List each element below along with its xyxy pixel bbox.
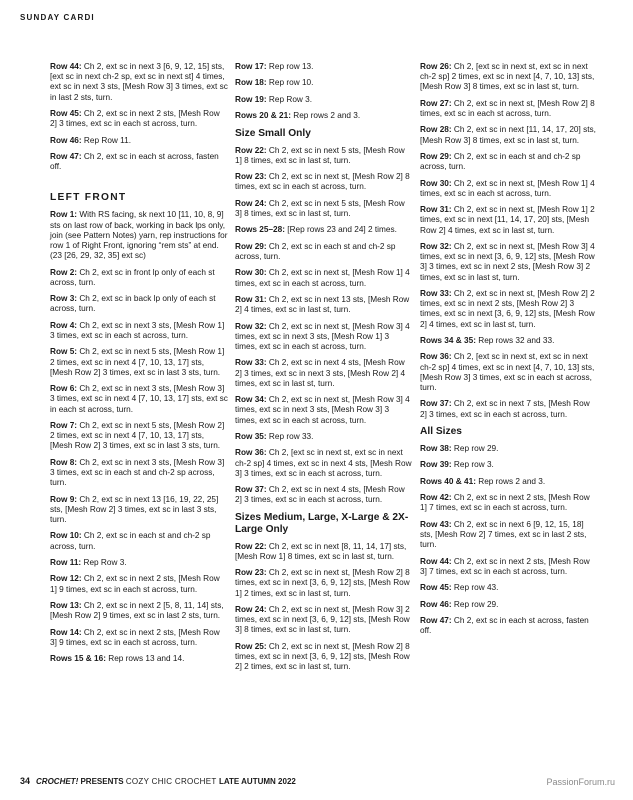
row-label: Row 5:	[50, 347, 78, 357]
pattern-row	[420, 125, 598, 145]
row-label: Row 32:	[420, 241, 452, 251]
row-instructions: Ch 2, ext sc in each st and ch-2 sp across, turn.	[420, 151, 581, 172]
row-label: Row 31:	[420, 205, 452, 215]
pattern-row	[235, 95, 413, 105]
watermark: PassionForum.ru	[546, 777, 615, 787]
pattern-row	[50, 531, 228, 551]
row-instructions: Ch 2, ext sc in next 13 sts, [Mesh Row 2] 4 times, ext sc in last st, turn.	[235, 294, 410, 315]
row-label: Row 45:	[50, 109, 82, 118]
row-instructions: Ch 2, ext sc in next 2 sts, [Mesh Row 2] 3 times, ext sc in each st across, turn.	[50, 109, 220, 129]
row-label: Row 23:	[235, 568, 267, 578]
row-instructions: Ch 2, ext sc in each st and ch-2 sp across, turn.	[50, 531, 211, 551]
row-instructions: [Rep rows 23 and 24] 2 times.	[284, 225, 397, 235]
pattern-row	[235, 78, 413, 88]
pattern-row	[420, 242, 598, 283]
section-heading: All Sizes	[420, 425, 462, 437]
pattern-row	[420, 520, 598, 551]
row-label: Row 9:	[50, 494, 78, 504]
row-label: Row 24:	[235, 198, 267, 208]
row-instructions: With RS facing, sk next 10 [11, 10, 8, 9] sts on last row of back, working in back lps only, join (see Pattern Notes) yarn, rep instructions for row 1 of Right Front, ignoring “rem sts” at end. (23 [26, 29, 32, 35] ext sc)	[50, 210, 228, 261]
row-instructions: Ch 2, ext sc in next 5 sts, [Mesh Row 2] 2 times, ext sc in next 4 [7, 10, 13, 17] sts, [Mesh Row 2] 3 times, ext sc in last 3 sts, turn.	[50, 420, 225, 451]
row-label: Row 42:	[420, 493, 452, 503]
running-header: SUNDAY CARDI	[20, 13, 95, 22]
pattern-row	[50, 384, 228, 415]
row-label: Row 28:	[420, 125, 452, 135]
row-instructions: Ch 2, ext sc in next 4 sts, [Mesh Row 2] 3 times, ext sc in next 3 sts, [Mesh Row 2] 4 times, ext sc in last st, turn.	[235, 358, 406, 388]
pattern-row	[235, 605, 413, 636]
row-instructions: Ch 2, ext sc in next 3 [6, 9, 12, 15] sts, [ext sc in next ch-2 sp, ext sc in next st] 4 times, ext sc in next 3 sts, [Mesh Row 3] 3 times, ext sc in last 2 sts, turn.	[50, 62, 228, 102]
row-label: Row 45:	[420, 583, 452, 593]
pattern-row	[235, 225, 413, 235]
row-label: Row 36:	[420, 352, 452, 362]
footer-issue: LATE AUTUMN 2022	[218, 777, 296, 786]
row-instructions: Ch 2, ext sc in next 5 sts, [Mesh Row 1] 2 times, ext sc in next 4 [7, 10, 13, 17] sts, [Mesh Row 2] 3 times, ext sc in last 3 sts, turn.	[50, 347, 225, 377]
pattern-row	[50, 558, 228, 568]
row-instructions: Ch 2, ext sc in next 3 sts, [Mesh Row 3] 3 times, ext sc in next 4 [7, 10, 13, 17] sts, ext sc in each st across, turn.	[50, 384, 228, 414]
pattern-row	[420, 99, 598, 119]
pattern-row	[235, 295, 413, 315]
row-instructions: Ch 2, ext sc in next st, [Mesh Row 1] 4 times, ext sc in each st across, turn.	[235, 268, 410, 288]
pattern-row	[420, 205, 598, 236]
pattern-row	[235, 358, 413, 389]
row-instructions: Ch 2, ext sc in next st, [Mesh Row 2] 8 times, ext sc in each st across, turn.	[420, 98, 595, 118]
row-label: Row 1:	[50, 210, 78, 220]
row-instructions: Ch 2, ext sc in next 2 sts, [Mesh Row 3] 7 times, ext sc in each st across, turn.	[420, 556, 590, 576]
row-label: Row 22:	[235, 145, 267, 155]
pattern-row	[50, 109, 228, 129]
pattern-row	[50, 152, 228, 172]
pattern-row	[235, 172, 413, 192]
row-instructions: Ch 2, ext sc in next [11, 14, 17, 20] sts, [Mesh Row 3] 8 times, ext sc in last st, turn.	[420, 125, 596, 145]
row-instructions: Ch 2, ext sc in next 3 sts, [Mesh Row 3] 3 times, ext sc in each st and ch-2 sp across, turn.	[50, 457, 225, 488]
row-label: Row 8:	[50, 457, 78, 467]
row-instructions: Ch 2, ext sc in next st, [Mesh Row 3] 4 times, ext sc in next [3, 6, 9, 12] sts, [Mesh Row 3] 3 times, ext sc in next 2 sts, [Mesh Row 3] 2 times, ext sc in last st, turn.	[420, 241, 595, 282]
row-label: Row 47:	[50, 151, 82, 161]
pattern-row	[235, 268, 413, 288]
pattern-row	[50, 62, 228, 103]
row-label: Row 39:	[420, 460, 452, 470]
pattern-row	[420, 616, 598, 636]
row-instructions: Rep rows 2 and 3.	[475, 476, 546, 486]
pattern-row	[235, 448, 413, 479]
pattern-row	[235, 432, 413, 442]
row-label: Row 36:	[235, 448, 267, 458]
footer-subtitle: COZY CHIC CROCHET	[125, 777, 219, 786]
row-instructions: Ch 2, ext sc in next st, [Mesh Row 2] 8 times, ext sc in each st across, turn.	[235, 172, 410, 192]
section-heading: Size Small Only	[235, 127, 311, 139]
pattern-row	[235, 322, 413, 353]
pattern-row	[420, 152, 598, 172]
pattern-row	[50, 210, 228, 261]
pattern-row	[235, 642, 413, 673]
row-label: Row 37:	[235, 485, 267, 495]
row-instructions: Ch 2, ext sc in back lp only of each st across, turn.	[50, 294, 216, 314]
row-instructions: Ch 2, [ext sc in next st, ext sc in next ch-2 sp] 2 times, ext sc in next [4, 7, 10, 13] sts, [Mesh Row 3] 8 times, ext sc in last st, turn.	[420, 62, 595, 92]
page-number: 34	[20, 776, 31, 786]
pattern-row	[235, 568, 413, 599]
row-label: Rows 25–28:	[235, 225, 285, 235]
pattern-row	[235, 146, 413, 166]
row-label: Row 29:	[420, 151, 452, 161]
pattern-row	[420, 444, 598, 454]
footer-presents: PRESENTS	[78, 777, 126, 786]
row-instructions: Rep row 33.	[266, 431, 314, 441]
row-instructions: Rep rows 32 and 33.	[475, 335, 555, 345]
row-label: Row 31:	[235, 294, 267, 304]
row-instructions: Ch 2, ext sc in each st across, fasten off.	[420, 615, 589, 636]
row-instructions: Ch 2, ext sc in next st, [Mesh Row 3] 4 times, ext sc in next 3 sts, [Mesh Row 3] 3 times, ext sc in each st across, turn.	[235, 395, 410, 425]
section-heading: Sizes Medium, Large, X-Large & 2X-Large Only	[235, 511, 409, 535]
row-instructions: Rep Row 3.	[266, 94, 313, 104]
row-instructions: Ch 2, ext sc in next 6 [9, 12, 15, 18] sts, [Mesh Row 2] 7 times, ext sc in last 2 sts, turn.	[420, 519, 587, 550]
row-instructions: Ch 2, ext sc in next 7 sts, [Mesh Row 2] 3 times, ext sc in each st across, turn.	[420, 399, 590, 419]
pattern-row	[50, 654, 228, 664]
pattern-row	[420, 583, 598, 593]
row-label: Row 32:	[235, 321, 267, 331]
pattern-row	[420, 336, 598, 346]
row-instructions: Rep row 29.	[451, 599, 499, 609]
pattern-row	[50, 495, 228, 526]
row-label: Row 6:	[50, 384, 78, 394]
magazine-brand: CROCHET!	[36, 777, 79, 786]
row-label: Row 33:	[420, 288, 452, 298]
row-label: Row 46:	[50, 135, 82, 145]
row-label: Row 26:	[420, 62, 452, 71]
row-label: Rows 40 & 41:	[420, 476, 476, 486]
row-label: Row 17:	[235, 62, 267, 71]
row-instructions: Rep row 13.	[266, 62, 314, 71]
row-label: Row 30:	[420, 178, 452, 188]
row-label: Rows 20 & 21:	[235, 111, 291, 121]
row-instructions: Ch 2, [ext sc in next st, ext sc in next ch-2 sp] 4 times, ext sc in next [4, 7, 10, 13] sts, [Mesh Row 3] 3 times, ext sc in each st across, turn.	[420, 352, 595, 392]
pattern-row	[235, 111, 413, 121]
pattern-row	[420, 62, 598, 93]
row-instructions: Rep Row 11.	[81, 135, 132, 145]
pattern-row	[420, 460, 598, 470]
row-instructions: Rep Row 3.	[81, 557, 127, 567]
pattern-row	[50, 574, 228, 594]
pattern-row	[50, 601, 228, 621]
row-instructions: Ch 2, ext sc in next st, [Mesh Row 1] 2 times, ext sc in next [11, 14, 17, 20] sts, [Mesh Row 2] 4 times, ext sc in last st, turn.	[420, 205, 595, 235]
row-instructions: Rep rows 13 and 14.	[105, 654, 185, 664]
pattern-row	[420, 493, 598, 513]
section-heading: LEFT FRONT	[50, 192, 127, 204]
row-label: Rows 15 & 16:	[50, 654, 106, 664]
row-label: Row 2:	[50, 267, 78, 277]
column-1	[50, 62, 228, 671]
row-label: Rows 34 & 35:	[420, 335, 476, 345]
column-3	[420, 62, 598, 642]
row-label: Row 47:	[420, 615, 452, 625]
row-instructions: Ch 2, ext sc in next st, [Mesh Row 2] 2 times, ext sc in next 2 sts, [Mesh Row 2] 3 times, ext sc in next [3, 6, 9, 12] sts, [Mesh Row 2] 4 times, ext sc in last st, turn.	[420, 288, 595, 329]
pattern-row	[420, 477, 598, 487]
pattern-row	[420, 352, 598, 393]
row-label: Row 13:	[50, 600, 82, 610]
pattern-row	[235, 542, 413, 562]
row-instructions: Ch 2, ext sc in next st, [Mesh Row 2] 8 times, ext sc in next [3, 6, 9, 12] sts, [Mesh Row 1] 2 times, ext sc in last st, turn.	[235, 568, 410, 598]
pattern-row	[50, 321, 228, 341]
row-label: Row 44:	[50, 62, 82, 71]
row-instructions: Ch 2, ext sc in next st, [Mesh Row 2] 8 times, ext sc in next [3, 6, 9, 12] sts, [Mesh Row 2] 2 times, ext sc in last st, turn.	[235, 641, 410, 672]
page-footer	[20, 776, 296, 786]
row-label: Row 43:	[420, 519, 452, 529]
row-instructions: Ch 2, ext sc in next 5 sts, [Mesh Row 3] 8 times, ext sc in last st, turn.	[235, 198, 405, 218]
row-instructions: Rep rows 2 and 3.	[290, 111, 361, 121]
row-label: Row 29:	[235, 241, 267, 251]
pattern-row	[235, 62, 413, 72]
pattern-row	[235, 242, 413, 262]
pattern-row	[235, 395, 413, 426]
row-label: Row 24:	[235, 605, 267, 615]
row-label: Row 27:	[420, 98, 452, 108]
pattern-row	[50, 268, 228, 288]
row-instructions: Ch 2, ext sc in front lp only of each st across, turn.	[50, 267, 215, 287]
row-instructions: Ch 2, ext sc in next st, [Mesh Row 1] 4 times, ext sc in each st across, turn.	[420, 178, 595, 198]
pattern-row	[235, 199, 413, 219]
pattern-row	[420, 399, 598, 419]
row-instructions: Rep row 43.	[451, 583, 499, 593]
pattern-row	[420, 179, 598, 199]
row-label: Row 25:	[235, 641, 267, 651]
row-label: Row 19:	[235, 94, 267, 104]
pattern-row	[50, 347, 228, 378]
row-label: Row 37:	[420, 399, 452, 409]
row-instructions: Ch 2, ext sc in next 4 sts, [Mesh Row 2] 3 times, ext sc in each st across, turn.	[235, 485, 405, 505]
row-label: Row 44:	[420, 556, 452, 566]
row-instructions: Ch 2, ext sc in each st and ch-2 sp across, turn.	[235, 241, 396, 261]
row-label: Row 34:	[235, 395, 267, 405]
row-instructions: Rep row 3.	[451, 460, 494, 470]
row-instructions: Ch 2, ext sc in next 2 sts, [Mesh Row 1] 7 times, ext sc in each st across, turn.	[420, 493, 590, 513]
row-label: Row 35:	[235, 431, 267, 441]
pattern-row	[50, 136, 228, 146]
row-label: Row 23:	[235, 172, 267, 182]
row-instructions: Rep row 10.	[266, 78, 314, 88]
row-label: Row 4:	[50, 320, 78, 330]
pattern-row	[420, 557, 598, 577]
row-label: Row 11:	[50, 557, 82, 567]
pattern-row	[50, 294, 228, 314]
pattern-row	[235, 485, 413, 505]
row-instructions: Ch 2, ext sc in next st, [Mesh Row 3] 4 times, ext sc in next 3 sts, [Mesh Row 1] 3 times, ext sc in each st across, turn.	[235, 321, 410, 351]
row-instructions: Ch 2, ext sc in each st across, fasten off.	[50, 151, 219, 172]
row-label: Row 38:	[420, 443, 452, 453]
row-instructions: Ch 2, ext sc in next 2 sts, [Mesh Row 1] 9 times, ext sc in each st across, turn.	[50, 574, 220, 594]
row-instructions: Rep row 29.	[451, 443, 499, 453]
row-instructions: Ch 2, ext sc in next 2 sts, [Mesh Row 3] 9 times, ext sc in each st across, turn.	[50, 627, 220, 647]
row-instructions: Ch 2, ext sc in next st, [Mesh Row 3] 2 times, ext sc in next [3, 6, 9, 12] sts, [Mesh Row 3] 8 times, ext sc in last st, turn.	[235, 605, 410, 635]
row-label: Row 14:	[50, 627, 82, 637]
row-label: Row 33:	[235, 358, 267, 368]
row-label: Row 46:	[420, 599, 452, 609]
row-instructions: Ch 2, ext sc in next 5 sts, [Mesh Row 1] 8 times, ext sc in last st, turn.	[235, 145, 405, 165]
row-label: Row 3:	[50, 294, 78, 304]
row-instructions: Ch 2, ext sc in next 13 [16, 19, 22, 25] sts, [Mesh Row 2] 3 times, ext sc in last 3 sts, turn.	[50, 494, 219, 524]
row-instructions: Ch 2, [ext sc in next st, ext sc in next ch-2 sp] 4 times, ext sc in next 4 sts, [Mesh Row 3] 3 times, ext sc in each st across, turn.	[235, 448, 412, 478]
row-label: Row 12:	[50, 574, 82, 584]
pattern-row	[50, 628, 228, 648]
row-instructions: Ch 2, ext sc in next [8, 11, 14, 17] sts, [Mesh Row 1] 8 times, ext sc in last st, turn.	[235, 541, 407, 561]
row-label: Row 10:	[50, 531, 82, 541]
pattern-row	[50, 458, 228, 489]
pattern-row	[420, 289, 598, 330]
row-label: Row 30:	[235, 268, 267, 278]
pattern-row	[50, 421, 228, 452]
pattern-row	[420, 600, 598, 610]
row-instructions: Ch 2, ext sc in next 2 [5, 8, 11, 14] sts, [Mesh Row 2] 9 times, ext sc in last 2 sts, turn.	[50, 600, 224, 621]
row-label: Row 18:	[235, 78, 267, 88]
row-instructions: Ch 2, ext sc in next 3 sts, [Mesh Row 1] 3 times, ext sc in each st across, turn.	[50, 320, 225, 340]
column-2	[235, 62, 413, 679]
row-label: Row 22:	[235, 541, 267, 551]
row-label: Row 7:	[50, 420, 78, 430]
